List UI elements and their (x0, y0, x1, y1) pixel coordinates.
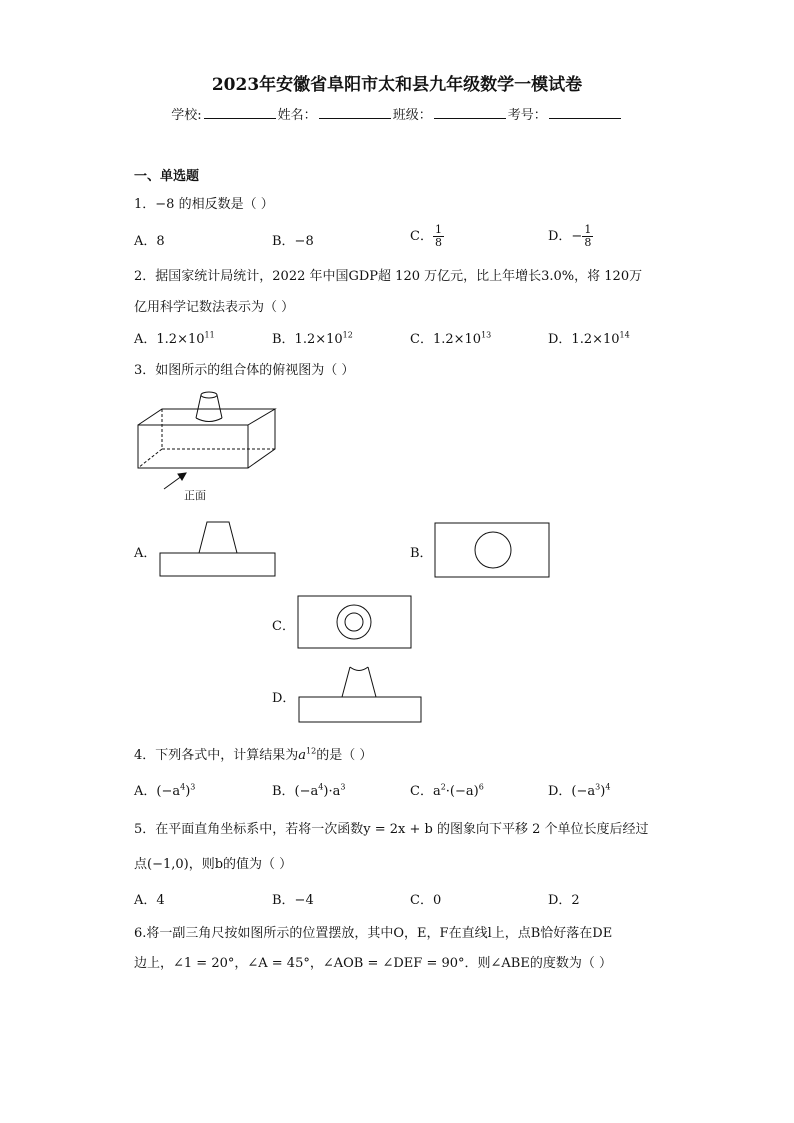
q1-option-d (548, 224, 593, 249)
name-label: 姓名： (277, 108, 317, 123)
q1-option-c-fraction: $\frac{1}{8}$ (434, 223, 442, 249)
question-4-stem: 4．下列各式中，计算结果为$a^{12}$的是（ ） (134, 746, 373, 763)
q2-option-c: C．$1.2\times 10^{13}$ (410, 330, 492, 347)
q3-option-d-label: D． (272, 691, 296, 706)
q2-option-d: D．$1.2\times 10^{14}$ (548, 330, 630, 347)
class-label: 班级： (392, 108, 432, 123)
q3-option-c-figure (297, 595, 417, 655)
question-5-line-1: 5．在平面直角坐标系中，若将一次函数y = 2x + b 的图象向下平移 2 个单位长度后经过 (134, 822, 649, 837)
q5-option-b: B．−4 (272, 893, 314, 908)
q3-option-b-figure (434, 522, 554, 582)
number-label: 考号： (507, 108, 547, 123)
q3-option-a-figure (159, 520, 279, 580)
number-blank[interactable] (549, 106, 621, 119)
student-info-line (0, 104, 794, 123)
school-blank[interactable] (204, 106, 276, 119)
q3-option-b-label: B． (410, 546, 433, 561)
q1-option-b: B．−8 (272, 234, 314, 249)
q2-option-a: A．$1.2\times 10^{11}$ (134, 330, 215, 347)
q1-option-d-label: D．− (548, 229, 583, 244)
question-2-line-2: 亿用科学记数法表示为（ ） (134, 300, 295, 315)
q3-option-c-label: C． (272, 619, 295, 634)
q4-option-c: C．$a^2\cdot(-a)^6$ (410, 782, 484, 799)
q1-option-d-fraction: $\frac{1}{8}$ (584, 223, 592, 249)
q5-option-c: C．0 (410, 893, 442, 908)
question-6-line-2: 边上，∠1 = 20°，∠A = 45°，∠AOB = ∠DEF = 90°．则∠ABE的度数为（ ） (134, 956, 612, 971)
q4-option-d: D．$(-a^3)^4$ (548, 782, 611, 799)
q1-option-c (410, 224, 444, 249)
q4-option-b: B．$(-a^4)\cdot a^3$ (272, 782, 346, 799)
page-title: 2023年安徽省阜阳市太和县九年级数学一模试卷 (211, 75, 583, 95)
question-2-line-1: 2．据国家统计局统计，2022 年中国GDP超 120 万亿元，比上年增长3.0%，将 120万 (134, 269, 643, 284)
q5-option-a: A．4 (134, 893, 165, 908)
q1-option-c-label: C． (410, 229, 433, 244)
name-blank[interactable] (319, 106, 391, 119)
school-label: 学校: (171, 108, 202, 123)
q1-option-a: A．8 (134, 234, 165, 249)
q3-option-d-figure (298, 662, 428, 728)
q2-option-b: B．$1.2\times 10^{12}$ (272, 330, 353, 347)
question-3-stem: 3．如图所示的组合体的俯视图为（ ） (134, 363, 355, 378)
q4-option-a: A．$(-a^4)^3$ (134, 782, 196, 799)
q3-solid-figure (130, 385, 290, 505)
question-5-line-2: 点(−1,0)，则b的值为（ ） (134, 857, 293, 872)
q5-option-d: D．2 (548, 893, 580, 908)
section-heading-single-choice: 一、单选题 (134, 169, 200, 184)
question-1-stem: 1．−8 的相反数是（ ） (134, 197, 274, 212)
question-6-line-1: 6.将一副三角尺按如图所示的位置摆放，其中O，E，F在直线l上，点B恰好落在DE (134, 926, 613, 941)
class-blank[interactable] (434, 106, 506, 119)
q3-option-a-label: A． (134, 546, 157, 561)
q3-front-label: 正面 (184, 489, 206, 502)
